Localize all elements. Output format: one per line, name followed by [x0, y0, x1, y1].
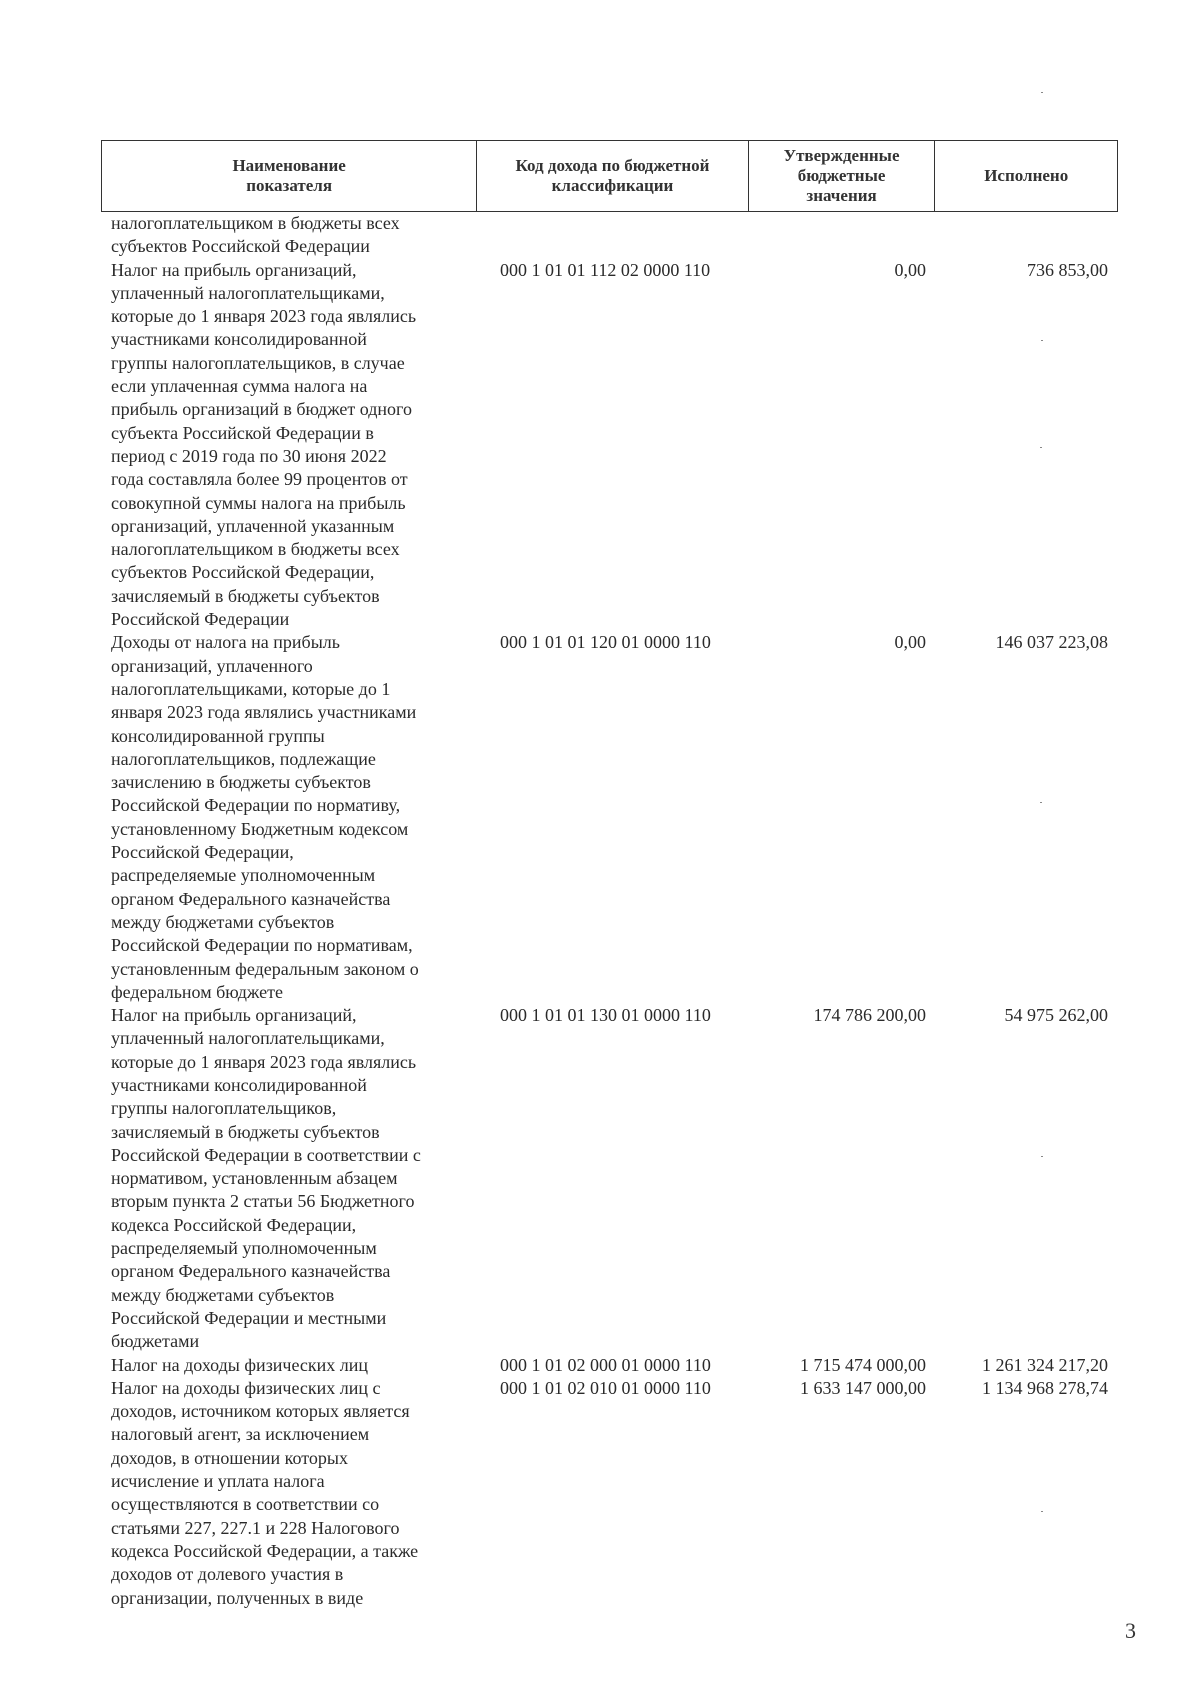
- table-row: [101, 1377, 1118, 1610]
- scan-speck: [1040, 447, 1042, 448]
- header-approved-values: Утвержденные бюджетные значения: [749, 141, 936, 211]
- scan-speck: [1041, 1511, 1043, 1512]
- row-approved-value: 1 633 147 000,00: [800, 1377, 926, 1398]
- row-income-code: 000 1 01 01 120 01 0000 110: [500, 632, 711, 653]
- row-approved-value: 174 786 200,00: [813, 1005, 926, 1026]
- row-indicator-name: Налог на прибыль организаций, уплаченный налогоплательщиками, которые до 1 января 2023 года являлись участниками консолидированной группы налогоплательщиков, зачисляемый в бюджеты субъектов Российской Федерации в соответствии с нормативом, установленным абзацем вторым пункта 2 статьи 56 Бюджетного кодекса Российской Федерации, распределяемый уполномоченным органом Федерального казначейства между бюджетами субъектов Российской Федерации и местными бюджетами: [111, 1005, 421, 1352]
- table-row: [101, 1004, 1118, 1353]
- scan-speck: [1041, 1156, 1043, 1157]
- scan-speck: [1040, 802, 1042, 803]
- row-executed-value: 146 037 223,08: [995, 632, 1108, 653]
- header-income-code: Код дохода по бюджетной классификации: [477, 141, 748, 211]
- row-indicator-name: налогоплательщиком в бюджеты всех субъектов Российской Федерации: [111, 213, 400, 257]
- table-row: [101, 631, 1118, 1004]
- table-header: [101, 140, 1118, 212]
- row-approved-value: [749, 212, 936, 259]
- row-indicator-name: Доходы от налога на прибыль организаций, уплаченного налогоплательщиками, которые до 1 января 2023 года являлись участниками консолидированной группы налогоплательщиков, подлежащие зачислению в бюджеты субъектов Российской Федерации по нормативу, установленному Бюджетным кодексом Российской Федерации, распределяемые уполномоченным органом Федерального казначейства между бюджетами субъектов Российской Федерации по нормативам, установленным федеральным законом о федеральном бюджете: [111, 632, 419, 1002]
- row-indicator-name: Налог на прибыль организаций, уплаченный налогоплательщиками, которые до 1 января 2023 года являлись участниками консолидированной группы налогоплательщиков, в случае если уплаченная сумма налога на прибыль организаций в бюджет одного субъекта Российской Федерации в период с 2019 года по 30 июня 2022 года составляла более 99 процентов от совокупной суммы налога на прибыль организаций, уплаченной указанным налогоплательщиком в бюджеты всех субъектов Российской Федерации, зачисляемый в бюджеты субъектов Российской Федерации: [111, 259, 417, 630]
- header-indicator-name: Наименование показателя: [102, 141, 477, 211]
- row-executed-value: 1 134 968 278,74: [982, 1377, 1108, 1398]
- row-indicator-name: Налог на доходы физических лиц с доходов, источником которых является налоговый агент, за исключением доходов, в отношении которых исчисление и уплата налога осуществляются в соответствии со статьями 227, 227.1 и 228 Налогового кодекса Российской Федерации, а также доходов от долевого участия в организации, полученных в виде: [111, 1377, 419, 1608]
- row-executed-value: 54 975 262,00: [1004, 1005, 1108, 1026]
- scan-speck: [1041, 340, 1043, 341]
- page-number: 3: [1125, 1618, 1136, 1643]
- row-approved-value: 0,00: [894, 259, 926, 280]
- row-executed-value: 736 853,00: [1027, 259, 1108, 280]
- row-income-code: 000 1 01 01 130 01 0000 110: [500, 1005, 711, 1026]
- scan-speck: [1041, 92, 1043, 93]
- table-body: [101, 212, 1118, 1610]
- row-approved-value: 0,00: [894, 632, 926, 653]
- row-income-code: 000 1 01 01 112 02 0000 110: [500, 259, 711, 280]
- header-executed: Исполнено: [984, 166, 1069, 185]
- row-income-code: 000 1 01 02 000 01 0000 110: [500, 1354, 711, 1375]
- row-income-code: [477, 212, 749, 259]
- table-row: [101, 1354, 1118, 1377]
- row-approved-value: 1 715 474 000,00: [800, 1354, 926, 1375]
- table-row: [101, 259, 1118, 632]
- row-executed-value: 1 261 324 217,20: [982, 1354, 1108, 1375]
- row-income-code: 000 1 01 02 010 01 0000 110: [500, 1377, 711, 1398]
- row-executed-value: [936, 212, 1118, 259]
- table-row: [101, 212, 1118, 259]
- row-indicator-name: Налог на доходы физических лиц: [111, 1354, 369, 1375]
